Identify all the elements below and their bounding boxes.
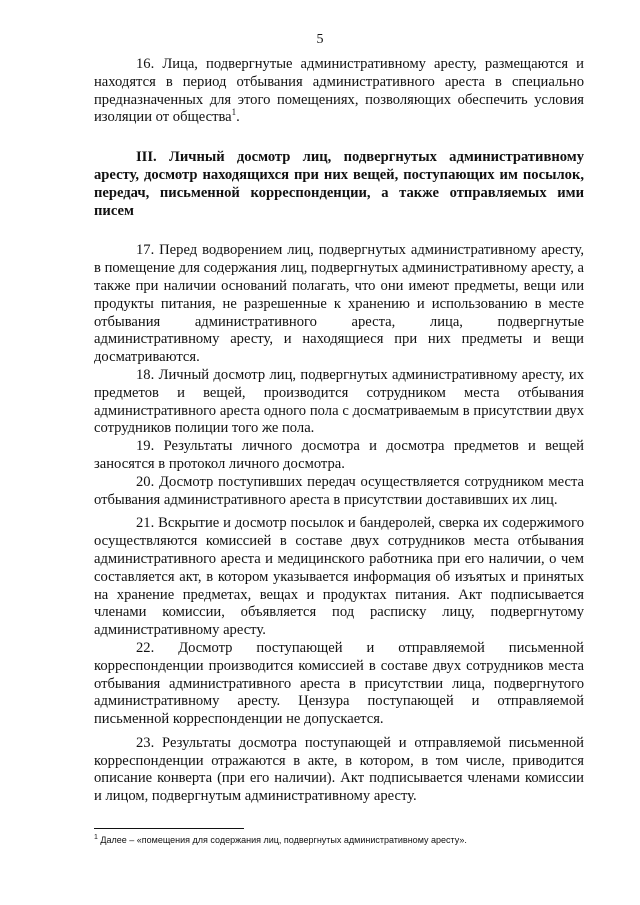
section-heading: III. Личный досмотр лиц, подвергнутых административному аресту, досмотр находящихся при них вещей, поступающих им посылок, передач, письменной корреспонденции, а также отправляемых ими писем — [94, 149, 584, 219]
footnote-reference: 1 — [231, 107, 237, 118]
document-body — [94, 56, 584, 806]
footnote-divider — [94, 828, 244, 829]
paragraph-21: 21. Вскрытие и досмотр посылок и бандеролей, сверка их содержимого осуществляются комиссией в составе двух сотрудников места отбывания административного ареста и медицинского работника при его наличии, о чем составляется акт, в котором указывается информация об изъятых и принятых на хранение предметах, вещах и продуктах питания. Акт подписывается членами комиссии, объявляется под расписку лицу, подвергнутому административному аресту. — [94, 515, 584, 639]
paragraph-22: 22. Досмотр поступающей и отправляемой письменной корреспонденции производится комиссией в составе двух сотрудников места отбывания административного ареста в присутствии лица, подвергнутого административному аресту. Цензура поступающей и отправляемой письменной корреспонденции не допускается. — [94, 639, 584, 728]
paragraph-19: 19. Результаты личного досмотра и досмотра предметов и вещей заносятся в протокол личного досмотра. — [94, 438, 584, 472]
footnote-text: Далее – «помещения для содержания лиц, подвергнутых административному аресту». — [97, 835, 467, 845]
paragraph-16-text: 16. Лица, подвергнутые административному аресту, размещаются и находятся в период отбывания административного ареста в специально предназначенных для этого помещениях, позволяющих обеспечить условия изоляции от общества — [94, 56, 584, 126]
paragraph-17: 17. Перед водворением лиц, подвергнутых административному аресту, в помещение для содержания лиц, подвергнутых административному аресту, а также при наличии оснований полагать, что они имеют предметы, вещи или продукты питания, не разрешенные к хранению и использованию в месте отбывания административного ареста, лица, подвергнутые административному аресту, и находящиеся при них предметы и вещи досматриваются. — [94, 242, 584, 366]
paragraph-16 — [94, 56, 584, 127]
paragraph-20: 20. Досмотр поступивших передач осуществляется сотрудником места отбывания административного ареста в присутствии доставивших их лиц. — [94, 473, 584, 508]
paragraph-16-end: . — [236, 109, 240, 126]
paragraph-23: 23. Результаты досмотра поступающей и отправляемой письменной корреспонденции отражаются в акте, в котором, в том числе, приводится описание конверта (при его наличии). Акт подписывается членами комиссии и лицом, подвергнутым административному аресту. — [94, 734, 584, 805]
footnote — [94, 834, 584, 846]
footnote-marker: 1 — [94, 834, 98, 841]
paragraph-18: 18. Личный досмотр лиц, подвергнутых административному аресту, их предметов и вещей, производится сотрудником места отбывания административного ареста одного пола с досматриваемым в присутствии двух сотрудников полиции того же пола. — [94, 366, 584, 437]
page-number: 5 — [316, 32, 324, 47]
